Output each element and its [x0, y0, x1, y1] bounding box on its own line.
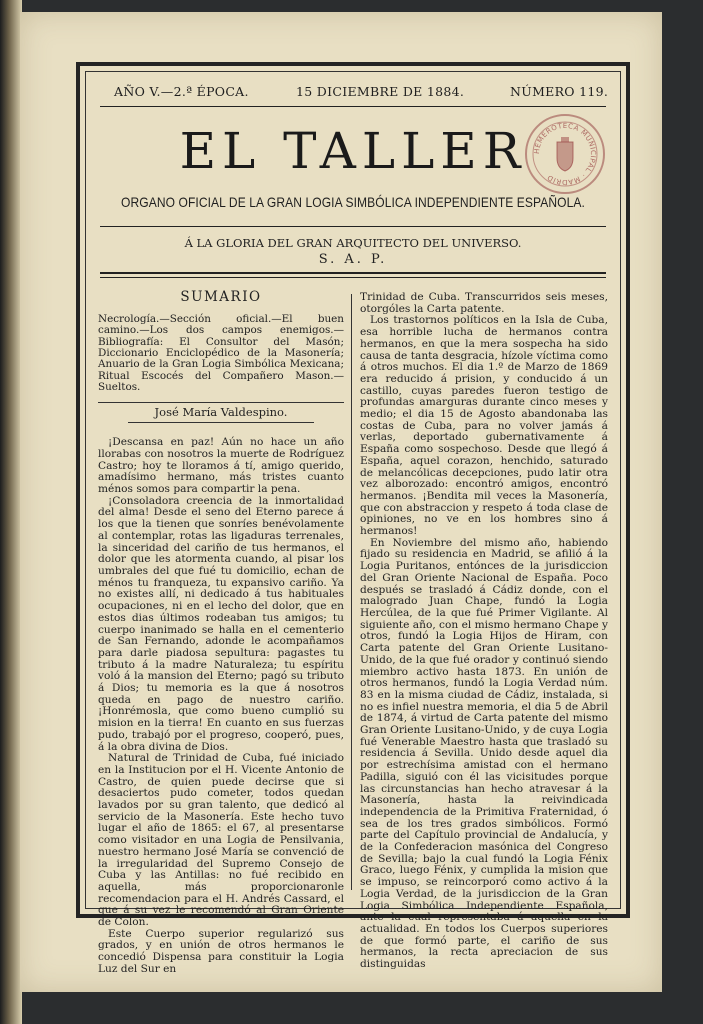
article-paragraph: Los trastornos políticos en la Isla de Cuba, esa horrible lucha de hermanos contra hermanos, en que la mera sospecha ha sido causa de tanta desgracia, hízole víctima como á otros muchos. El dia 1.º de Marzo de 1869 era reducido á prision, y conducido á un castillo, cuyas paredes fueron testigo de profundas amarguras durante cinco meses y medio; el dia 15 de Agosto abandonaba las costas de Cuba, para no volver jamás á verlas, deportado gubernativamente á España como sospechoso. Desde que llegó á España, aquel corazon, henchido, saturado de melancólicas decepciones, pudo latir otra vez alborozado: encontró amigos, encontró hermanos. ¡Bendita mil veces la Masonería, que con abstraccion y respeto á toda clase de opiniones, no ve en los hombres sino á hermanos! [360, 314, 608, 538]
dedication-line: Á LA GLORIA DEL GRAN ARQUITECTO DEL UNIVERSO. [184, 236, 522, 250]
newspaper-subtitle: ORGANO OFICIAL DE LA GRAN LOGIA SIMBÓLICA INDEPENDIENTE ESPAÑOLA. [121, 194, 585, 210]
masthead-rule-bottom [100, 272, 606, 274]
sumario-heading: SUMARIO [180, 289, 262, 305]
article-paragraph: ¡Consoladora creencia de la inmortalidad del alma! Desde el seno del Eterno parece á los que la tienen que sonríes benévolamente al contemplar, rotas las ligaduras terrenales, la sinceridad del cariño de tus hermanos, el dolor que les atormenta cuando, al pisar los umbrales del que fué tu domicilio, echan de ménos tu franqueza, tu expansivo cariño. Ya no existes allí, ni dedicado á tus habituales ocupaciones, ni en el lecho del dolor, que en estos dias últimos rodeaban tus amigos; tu cuerpo inanimado se halla en el cementerio de San Fernando, adonde le acompañamos para darle piadosa sepultura: pagastes tu tributo á la madre Naturaleza; tu espíritu voló á la mansion del Eterno; pagó su tributo á Dios; tu memoria es la que á nosotros queda en pago de nuestro cariño. ¡Honrémosla, que como bueno cumplió su mision en la tierra! En cuanto en sus fuerzas pudo, trabajó por el progreso, cooperó, pues, á la obra divina de Dios. [98, 494, 344, 753]
masthead-date: 15 DICIEMBRE DE 1884. [296, 84, 465, 99]
article-paragraph: Natural de Trinidad de Cuba, fué iniciado en la Institucion por el H. Vicente Antonio de Castro, de quien puede decirse que si desaciertos pudo cometer, todos quedan lavados por su gran talento, que dedicó al servicio de la Masonería. Este hecho tuvo lugar el año de 1865: el 67, al presentarse como visitador en una Logia de Pensilvania, nuestro hermano José María se convenció de la irregularidad del Supremo Consejo de Cuba y las Antillas: no fué recibido en aquella, más proporcionaronle recomendacion para el H. Andrés Cassard, el que á su vez le recomendó al Gran Oriente de Colon. [98, 752, 344, 929]
sap-line: S. A. P. [318, 252, 388, 267]
article-heading-rule [128, 422, 314, 423]
library-stamp-seal-icon [527, 116, 603, 192]
left-column [98, 289, 344, 976]
sumario-body: Necrología.—Sección oficial.—El buen camino.—Los dos campos enemigos.—Bibliografía: El Consultor del Masón; Diccionario Enciclopédico de la Masonería; Anuario de la Gran Logia Simbólica Mexicana; Ritual Escocés del Compañero Mason.—Sueltos. [98, 312, 344, 394]
library-stamp [525, 114, 605, 194]
sumario-rule [98, 402, 344, 403]
newspaper-page [20, 12, 662, 992]
article-heading: José María Valdespino. [154, 404, 288, 419]
masthead-rule-bottom-2 [100, 277, 606, 278]
article-paragraph: Trinidad de Cuba. Transcurridos seis meses, otorgóles la Carta patente. [360, 291, 608, 315]
article-paragraph: ¡Descansa en paz! Aún no hace un año llorabas con nosotros la muerte de Rodríguez Castro; hoy te lloramos á tí, amigo querido, amadísimo hermano, más tristes cuanto ménos somos para compartir la pena. [98, 436, 344, 496]
masthead-number: NÚMERO 119. [510, 84, 609, 99]
masthead-rule-top [100, 106, 606, 107]
column-divider [351, 294, 352, 890]
article-paragraph: En Noviembre del mismo año, habiendo fijado su residencia en Madrid, se afilió á la Logia Puritanos, entónces de la jurisdiccion del Gran Oriente Nacional de España. Poco después se trasladó á Cádiz donde, con el malogrado Juan Chape, fundó la Logia Hercúlea, de la que fué Primer Vigilante. Al siguiente año, con el mismo hermano Chape y otros, fundó la Logia Hijos de Hiram, con Carta patente del Gran Oriente Lusitano-Unido, de la que fué orador y continuó siendo miembro activo hasta 1873. En unión de otros hermanos, fundó la Logia Verdad núm. 83 en la misma ciudad de Cádiz, instalada, si no es infiel nuestra memoria, el dia 5 de Abril de 1874, á virtud de Carta patente del mismo Gran Oriente Lusitano-Unido, y de cuya Logia fué Venerable Maestro hasta que trasladó su residencia á Sevilla. Unido desde aquel dia por estrechísima amistad con el hermano Padilla, siguió con él las vicisitudes porque las circunstancias han hecho atravesar á la Masonería, hasta la reivindicada independencia de la Primitiva Fraternidad, ó sea de los tres grados simbólicos. Formó parte del Capítulo provincial de Andalucía, y de la Confederacion masónica del Congreso de Sevilla; bajo la cual fundó la Logia Fénix Graco, luego Fénix, y cumplida la mision que se impuso, se reincorporó como activo á la Logia Verdad, de la jurisdiccion de la Gran Logia Simbólica Independiente Española, ante la cual representaba á aquella en la actualidad. En todos los Cuerpos superiores de que formó parte, el cariño de sus hermanos, la recta apreciacion de sus distinguidas [360, 536, 608, 971]
newspaper-title: EL TALLER [179, 122, 527, 180]
article-paragraph: Este Cuerpo superior regularizó sus grados, y en unión de otros hermanos le concedió Dispensa para constituir la Logia Luz del Sur en [98, 927, 344, 975]
masthead-volume: AÑO V.—2.ª ÉPOCA. [114, 84, 249, 99]
masthead-rule-mid [100, 226, 606, 227]
library-stamp-text: HEMEROTECA MUNICIPAL · MADRID [532, 121, 598, 187]
right-column [360, 292, 608, 971]
sumario-text [98, 314, 344, 394]
book-spine [0, 0, 22, 1024]
